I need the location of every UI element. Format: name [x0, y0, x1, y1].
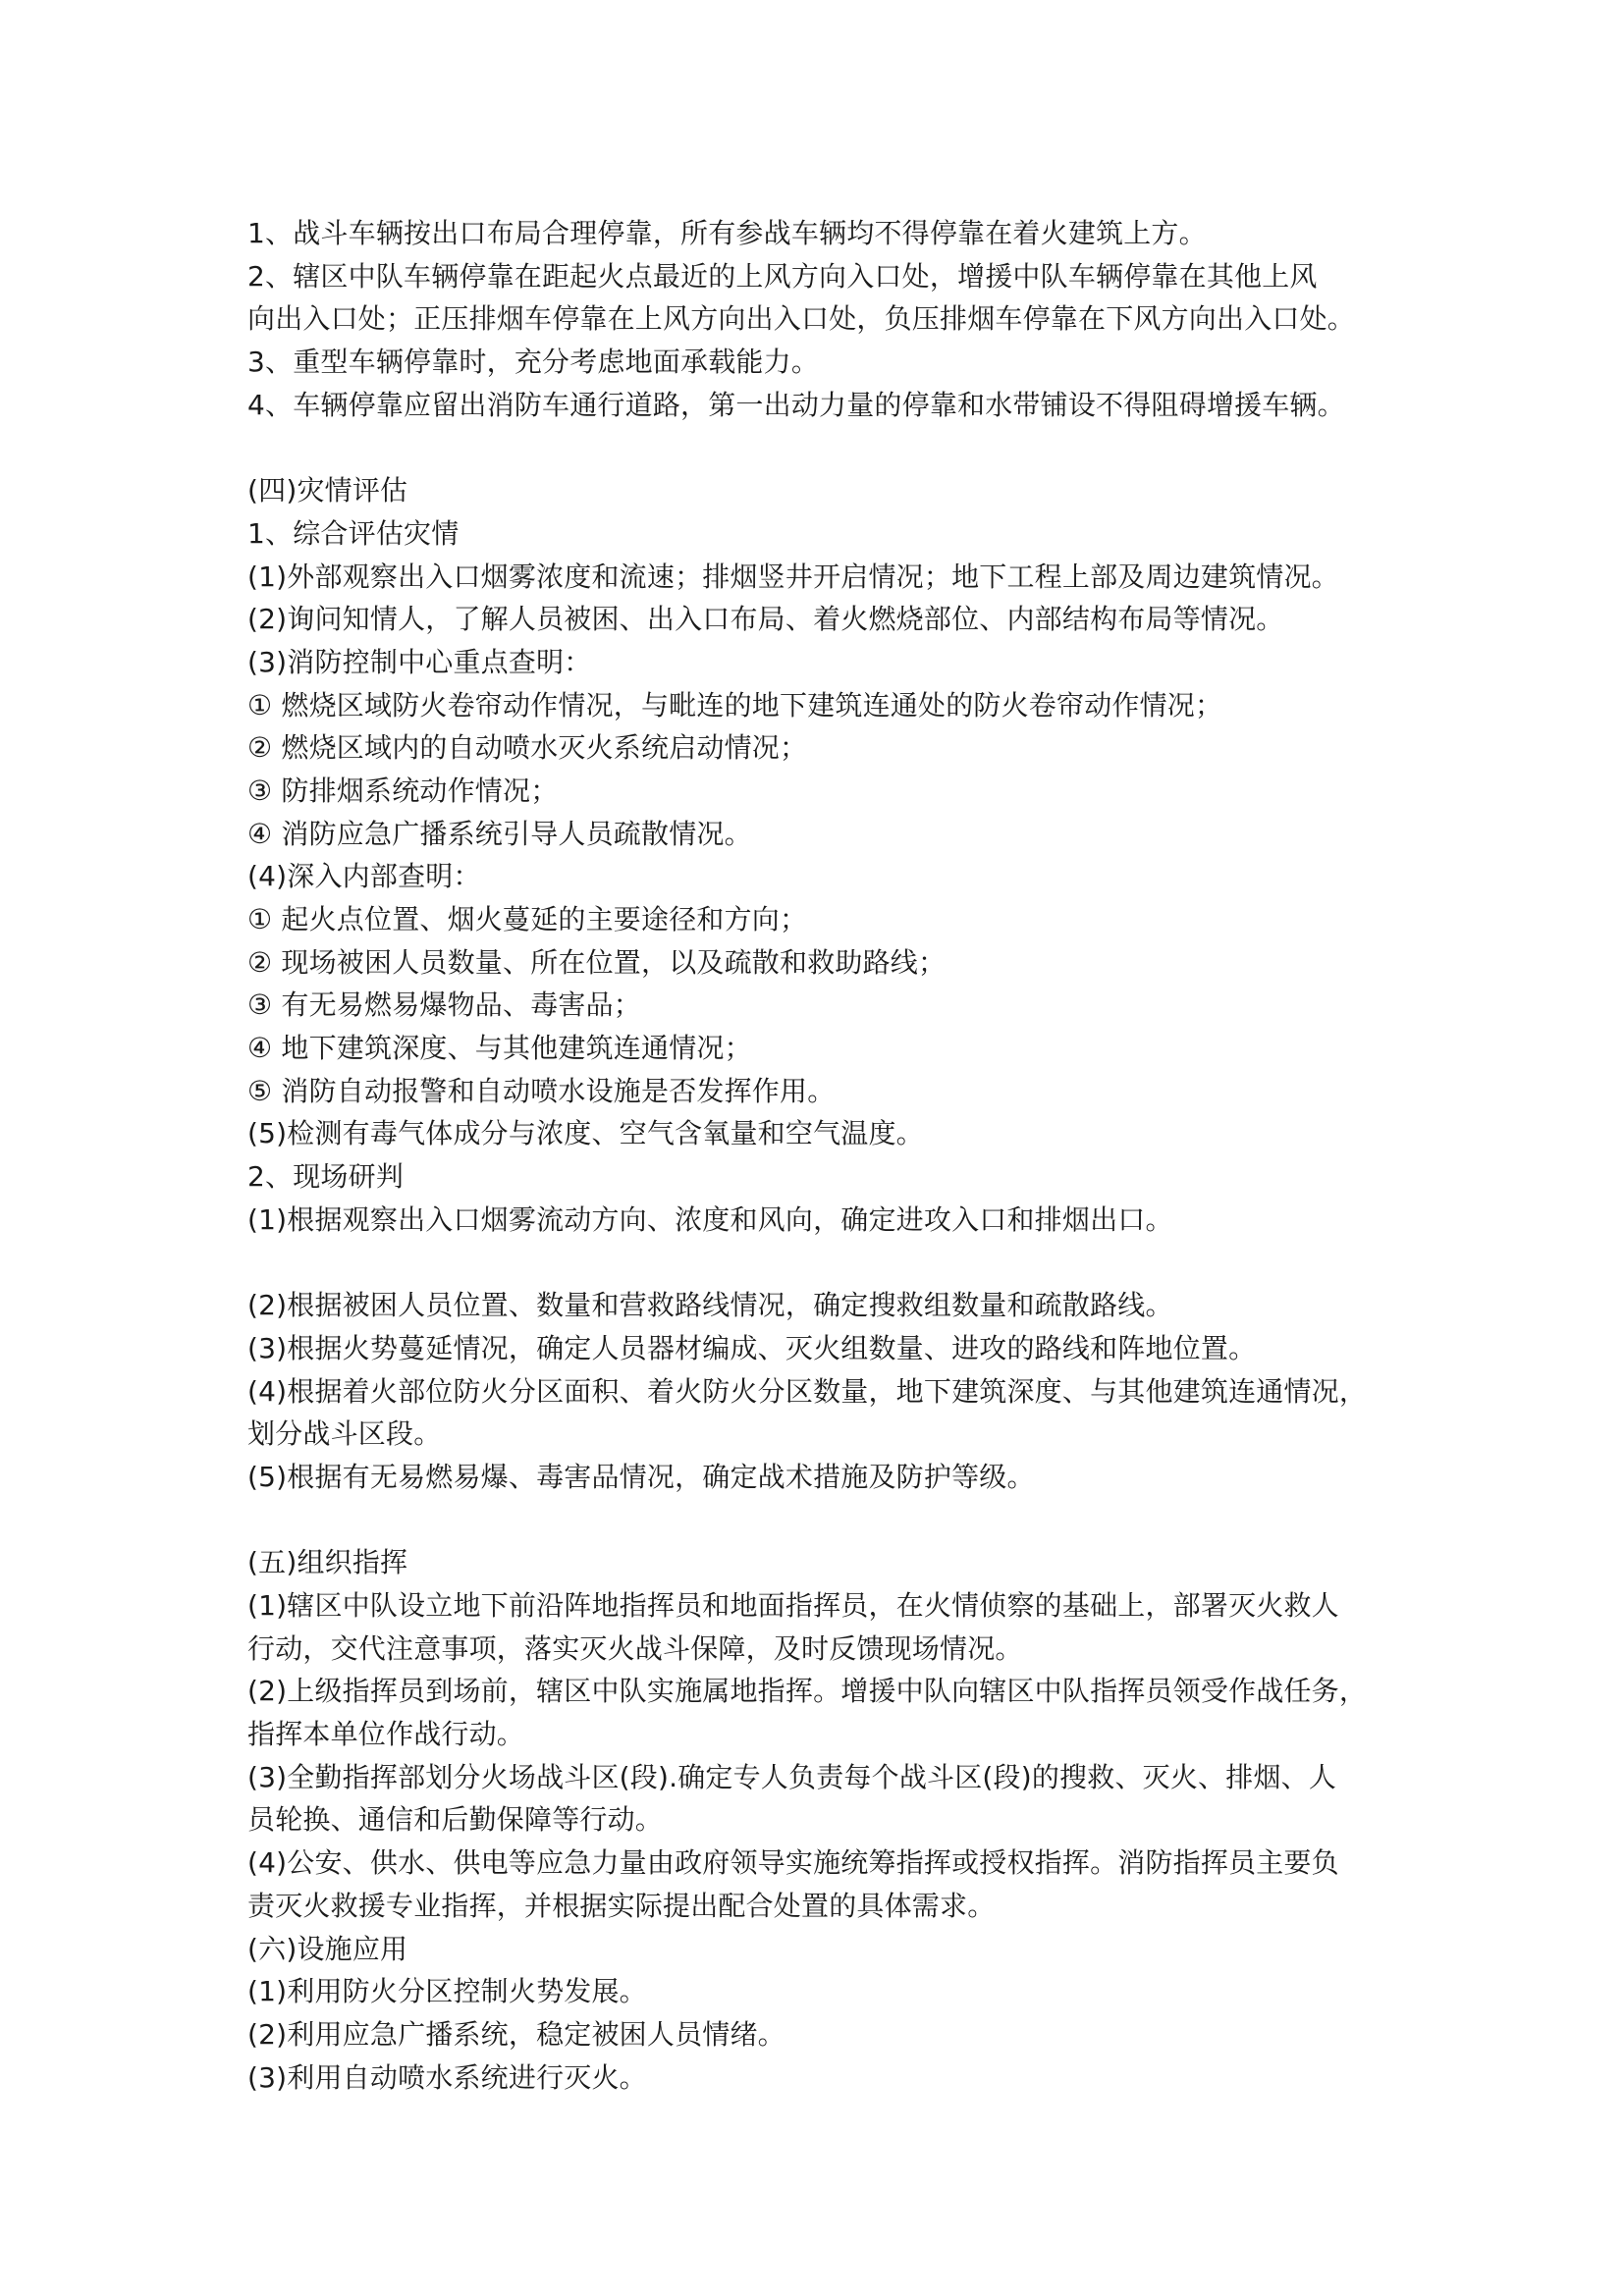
text-line: 责灭火救援专业指挥，并根据实际提出配合处置的具体需求。: [247, 1889, 996, 1922]
text-line: (2)上级指挥员到场前，辖区中队实施属地指挥。增援中队向辖区中队指挥员领受作战任务，: [247, 1675, 1368, 1708]
section-heading: (六)设施应用: [247, 1932, 408, 1965]
text-line: (3)消防控制中心重点查明：: [247, 645, 592, 678]
list-item: ② 燃烧区域内的自动喷水灭火系统启动情况；: [247, 731, 808, 765]
text-line: 划分战斗区段。: [247, 1417, 442, 1451]
text-line: (4)根据着火部位防火分区面积、着火防火分区数量，地下建筑深度、与其他建筑连通情况，: [247, 1374, 1368, 1408]
list-item: ⑤ 消防自动报警和自动喷水设施是否发挥作用。: [247, 1074, 836, 1107]
text-line: (4)公安、供水、供电等应急力量由政府领导实施统筹指挥或授权指挥。消防指挥员主要负: [247, 1846, 1339, 1880]
list-item: ③ 防排烟系统动作情况；: [247, 774, 559, 807]
list-item: ④ 地下建筑深度、与其他建筑连通情况；: [247, 1032, 752, 1065]
text-line: 1、战斗车辆按出口布局合理停靠，所有参战车辆均不得停靠在着火建筑上方。: [247, 217, 1207, 249]
text-line: 4、车辆停靠应留出消防车通行道路，第一出动力量的停靠和水带铺设不得阻碍增援车辆。: [247, 388, 1345, 421]
text-line: (1)根据观察出入口烟雾流动方向、浓度和风向，确定进攻入口和排烟出口。: [247, 1202, 1173, 1236]
list-item: ① 起火点位置、烟火蔓延的主要途径和方向；: [247, 903, 808, 935]
text-line: (1)辖区中队设立地下前沿阵地指挥员和地面指挥员，在火情侦察的基础上，部署灭火救人: [247, 1589, 1339, 1622]
text-line: 员轮换、通信和后勤保障等行动。: [247, 1803, 664, 1837]
text-line: (3)全勤指挥部划分火场战斗区(段).确定专人负责每个战斗区(段)的搜救、灭火、排烟、人: [247, 1760, 1337, 1793]
text-line: (4)深入内部查明：: [247, 860, 481, 893]
paragraph-gap: [247, 1242, 1426, 1285]
text-line: (3)根据火势蔓延情况，确定人员器材编成、灭火组数量、进攻的路线和阵地位置。: [247, 1331, 1257, 1364]
list-item: ③ 有无易燃易爆物品、毒害品；: [247, 988, 642, 1022]
text-line: 3、重型车辆停靠时，充分考虑地面承载能力。: [247, 346, 820, 379]
section-heading: (五)组织指挥: [247, 1546, 408, 1579]
text-line: 行动，交代注意事项，落实灭火战斗保障，及时反馈现场情况。: [247, 1631, 1023, 1665]
list-item: ④ 消防应急广播系统引导人员疏散情况。: [247, 817, 752, 850]
text-line: (1)外部观察出入口烟雾浓度和流速；排烟竖井开启情况；地下工程上部及周边建筑情况。: [247, 560, 1339, 593]
text-line: (5)检测有毒气体成分与浓度、空气含氧量和空气温度。: [247, 1117, 924, 1150]
paragraph-gap: [247, 426, 1426, 469]
text-line: (2)利用应急广播系统，稳定被困人员情绪。: [247, 2017, 785, 2051]
text-line: 2、辖区中队车辆停靠在距起火点最近的上风方向入口处，增援中队车辆停靠在其他上风: [247, 259, 1318, 293]
text-line: (1)利用防火分区控制火势发展。: [247, 1975, 647, 2008]
section-heading: (四)灾情评估: [247, 474, 408, 507]
document-body: [247, 212, 1426, 2099]
list-item: ② 现场被困人员数量、所在位置，以及疏散和救助路线；: [247, 945, 947, 979]
text-line: (2)询问知情人，了解人员被困、出入口布局、着火燃烧部位、内部结构布局等情况。: [247, 603, 1284, 636]
text-line: 向出入口处；正压排烟车停靠在上风方向出入口处，负压排烟车停靠在下风方向出入口处。: [247, 302, 1356, 336]
text-line: 指挥本单位作战行动。: [247, 1718, 525, 1751]
list-item: ① 燃烧区域防火卷帘动作情况，与毗连的地下建筑连通处的防火卷帘动作情况；: [247, 688, 1223, 721]
text-line: (5)根据有无易燃易爆、毒害品情况，确定战术措施及防护等级。: [247, 1460, 1035, 1493]
subsection-heading: 2、现场研判: [247, 1160, 405, 1194]
subsection-heading: 1、综合评估灾情: [247, 516, 460, 550]
text-line: (3)利用自动喷水系统进行灭火。: [247, 2060, 647, 2094]
text-line: (2)根据被困人员位置、数量和营救路线情况，确定搜救组数量和疏散路线。: [247, 1289, 1173, 1322]
paragraph-gap: [247, 1499, 1426, 1542]
